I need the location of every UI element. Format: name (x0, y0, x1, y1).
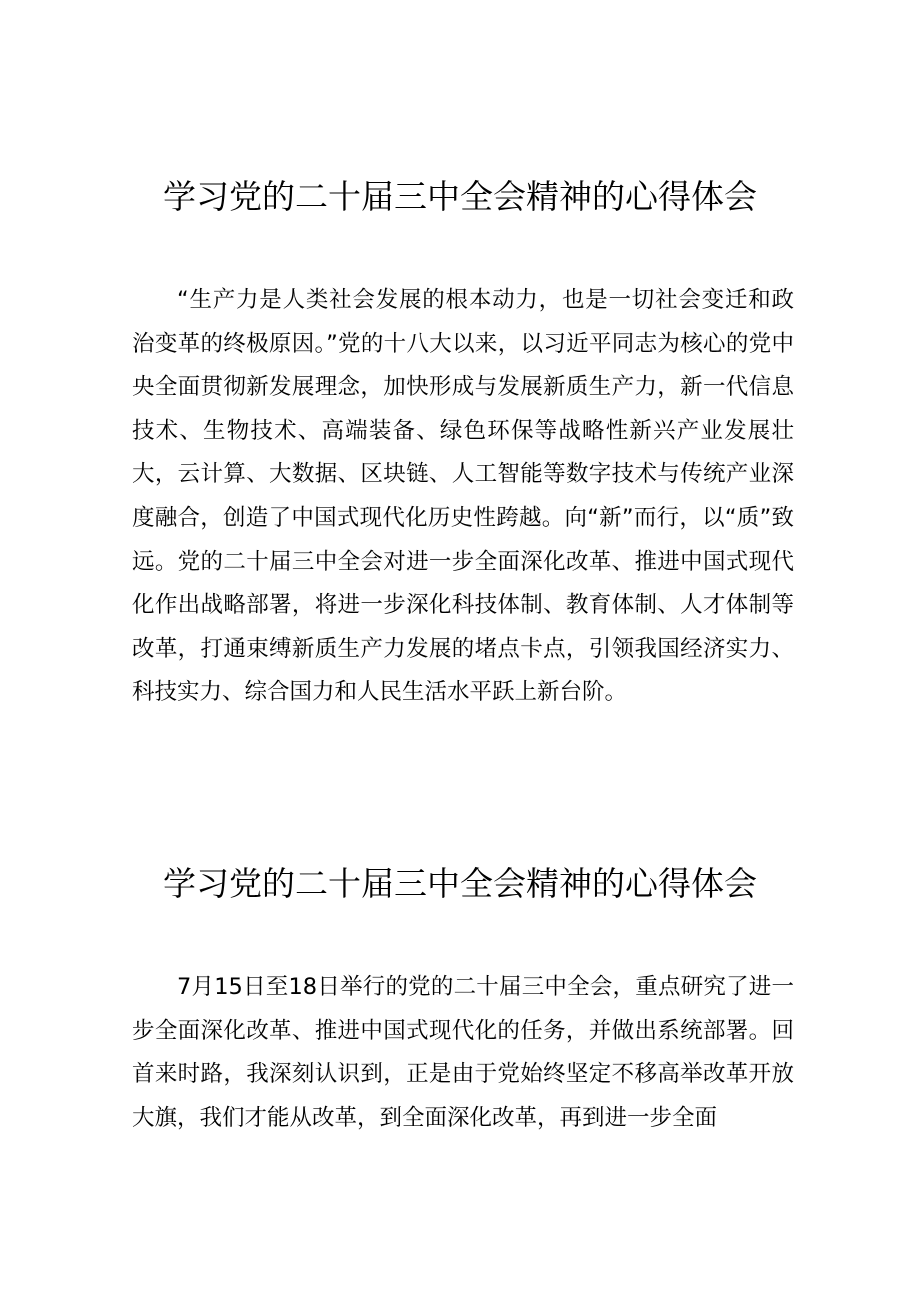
section-title: 学习党的二十届三中全会精神的心得体会 (163, 177, 757, 216)
section-body-paragraph: “生产力是人类社会发展的根本动力，也是一切社会变迁和政治变革的终极原因。”党的十八大以来，以习近平同志为核心的党中央全面贯彻新发展理念，加快形成与发展新质生产力，新一代信息技术、生物技术、高端装备、绿色环保等战略性新兴产业发展壮大，云计算、大数据、区块链、人工智能等数字技术与传统产业深度融合，创造了中国式现代化历史性跨越。向“新”而行，以“质”致远。党的二十届三中全会对进一步全面深化改革、推进中国式现代化作出战略部署，将进一步深化科技体制、教育体制、人才体制等改革，打通束缚新质生产力发展的堵点卡点，引领我国经济实力、科技实力、综合国力和人民生活水平跃上新台阶。 (132, 287, 794, 706)
section-title: 学习党的二十届三中全会精神的心得体会 (163, 864, 757, 903)
section-body-paragraph: 7月15日至18日举行的党的二十届三中全会，重点研究了进一步全面深化改革、推进中国式现代化的任务，并做出系统部署。回首来时路，我深刻认识到，正是由于党始终坚定不移高举改革开放大旗，我们才能从改革，到全面深化改革，再到进一步全面 (132, 974, 794, 1131)
